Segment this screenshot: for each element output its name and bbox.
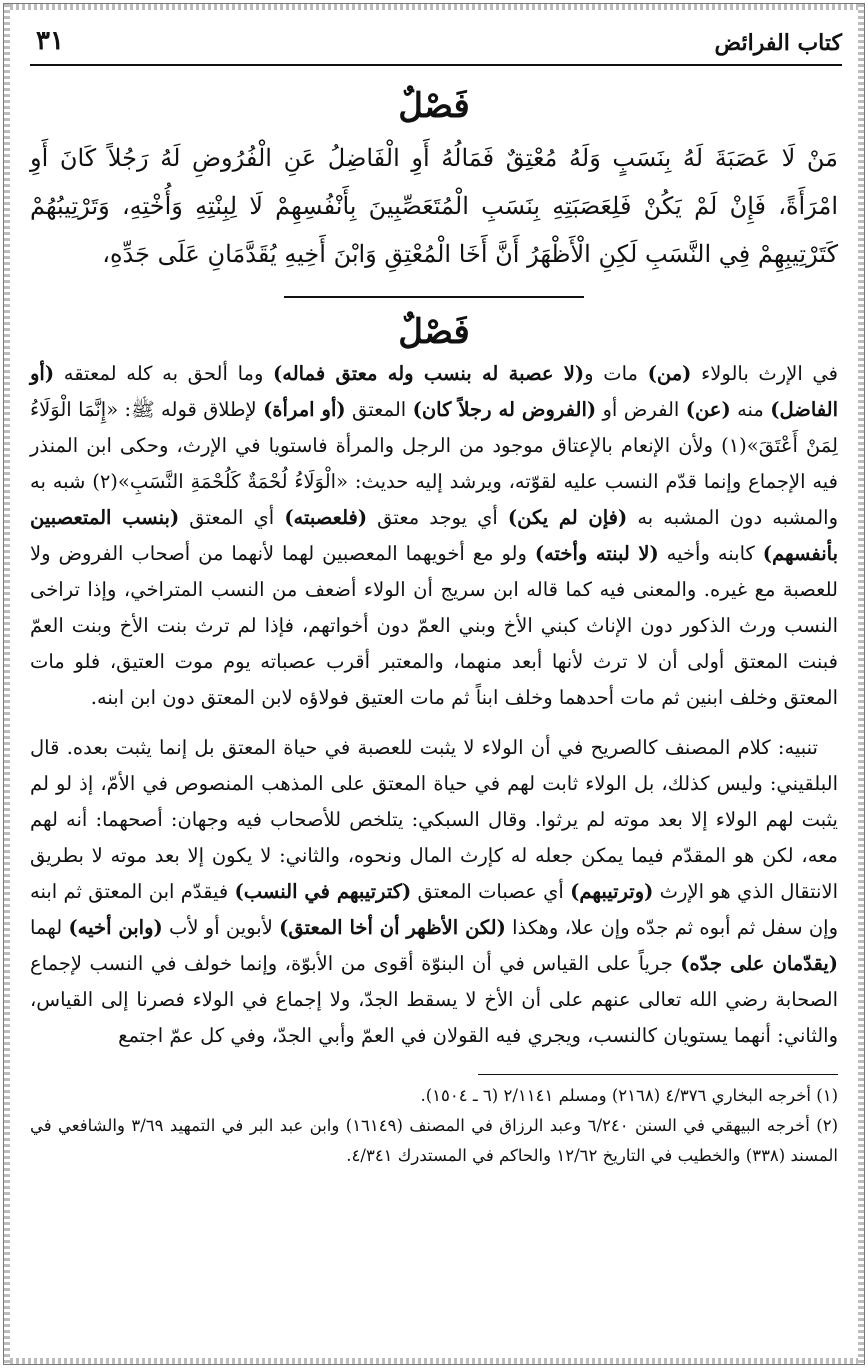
matn-quote: (يقدّمان على جدّه) [680, 952, 838, 975]
commentary-text: منه [730, 398, 771, 421]
matn-quote: (وابن أخيه) [68, 916, 163, 939]
matn-quote: (لا لبنته وأخته) [534, 542, 659, 565]
note-paragraph [30, 730, 838, 1054]
page-number: ٣١ [36, 26, 64, 56]
commentary-text: لأبوين أو لأب [162, 916, 280, 939]
commentary-text: تنبيه: كلام المصنف كالصريح في أن الولاء لا يثبت للعصبة في حياة المعتق بل إنما يثبت بعده. قال البلقيني: وليس كذلك، بل الولاء ثابت لهم في حياة المعتق على المذهب المنصوص في الأمّ، إذ لو لم يثبت لهم الولاء إلا بعد موته لم يرثوا. وقال السبكي: يتلخص للأصحاب فيه وجهان: أصحهما: أنه لهم معه، لكن هو المقدّم فيما يمكن جعله له كإرث المال ونحوه، والثاني: لا يكون إلا بعد موته لا بطريق الانتقال الذي هو الإرث [30, 736, 839, 903]
commentary-text: وما ألحق به كله لمعتقه [54, 362, 274, 385]
book-title: كتاب الفرائض [714, 30, 842, 56]
commentary-text: الفرض أو [596, 398, 686, 421]
commentary-paragraph [30, 356, 838, 716]
matn-quote: (كترتيبهم في النسب) [234, 880, 412, 903]
commentary-text: أي عصبات المعتق [411, 880, 571, 903]
matn-quote: (لا عصبة له بنسب وله معتق فماله) [273, 362, 585, 385]
commentary-text: ولو مع أخويهما المعصبين لهما لأنهما من أصحاب الفروض ولا للعصبة مع غيره. والمعنى فيه كما قاله ابن سريج أن الولاء أضعف من النسب المتراخي، وإذا تراخى النسب ورث الذكور دون الإناث كبني الأخ وبني العمّ دون أخواتهم، فإذا لم ترث بنت الأخ وبنت العمّ فبنت المعتق أولى أن لا ترث لأنها أبعد منهما، والمعتبر أقرب عصباته يوم موت العتيق، فلو مات المعتق وخلف ابنين ثم مات أحدهما وخلف ابناً ثم مات العتيق فولاؤه لابن المعتق دون ابن ابنه. [30, 542, 838, 709]
matn-quote: (فلعصبته) [284, 506, 368, 529]
footnotes [30, 1081, 838, 1171]
commentary-text: في الإرث بالولاء [691, 362, 839, 385]
matn-quote: (أو الفاضل) [30, 362, 838, 421]
section-title: فَصْلٌ [398, 312, 470, 352]
decorative-border-bottom [4, 1358, 864, 1364]
commentary-text: فيقدّم ابن المعتق ثم ابنه وإن سفل ثم أبوه ثم جدّه وإن علا، وهكذا [30, 880, 838, 939]
commentary-text: أي يوجد معتق [367, 506, 508, 529]
running-header [30, 24, 842, 66]
matn-quote: (أو امرأة) [263, 398, 346, 421]
decorative-border-right [858, 4, 864, 1364]
decorative-border-top [4, 4, 864, 10]
footnote-item: (١) أخرجه البخاري ٤/٣٧٦ (٢١٦٨) ومسلم ٢/١١٤١ (٦ ـ ١٥٠٤). [420, 1086, 838, 1105]
matn-quote: (وترتيبهم) [570, 880, 654, 903]
commentary-text: المعتق [345, 398, 413, 421]
commentary-text: لإطلاق قوله ﷺ: «إِنَّمَا الْوَلَاءُ لِمَنْ أَعْتَقَ»(١) ولأن الإنعام بالإعتاق موجود من الرجل والمرأة فاستويا في الإرث، وحكى ابن المنذر فيه الإجماع وإنما قدّم النسب عليه لقوّته، ويرشد إليه حديث: «الْوَلَاءُ لُحْمَةٌ كَلُحْمَةِ النَّسَبِ»(٢) شبه به والمشبه دون المشبه به [30, 398, 839, 529]
footnote-item: (٢) أخرجه البيهقي في السنن ٦/٢٤٠ وعبد الرزاق في المصنف (١٦١٤٩) وابن عبد البر في التمهيد ٣/٦٩ والشافعي في المسند (٣٣٨) والخطيب في التاريخ ١٢/٦٢ والحاكم في المستدرك ٤/٣٤١. [30, 1116, 839, 1165]
section-title: فَصْلٌ [398, 86, 470, 126]
commentary-text: أي المعتق [179, 506, 285, 529]
footnote-separator [478, 1074, 838, 1075]
matn-quote: (بنسب المتعصبين بأنفسهم) [30, 506, 838, 565]
decorative-border-left [4, 4, 10, 1364]
page-content [30, 82, 838, 1171]
matn-quote: (من) [647, 362, 692, 385]
matn-quote: (فإن لم يكن) [507, 506, 628, 529]
section-divider [284, 296, 584, 298]
commentary-text: جرياً على القياس في أن البنوّة أقوى من الأبوّة، وإنما خولف في النسب لإجماع الصحابة رضي الله تعالى عنهم على أن الأخ لا يسقط الجدّ، ولا إجماع في الولاء فصرنا إلى القياس، والثاني: أنهما يستويان كالنسب، ويجري فيه القولان في العمّ وأبي الجدّ، وفي كل عمّ اجتمع [30, 952, 838, 1047]
matn-text: مَنْ لَا عَصَبَةَ لَهُ بِنَسَبٍ وَلَهُ مُعْتِقٌ فَمَالُهُ أَوِ الْفَاضِلُ عَنِ الْفُرُوضِ لَهُ رَجُلاً كَانَ أَوِ امْرَأَةً، فَإِنْ لَمْ يَكُنْ فَلِعَصَبَتِهِ بِنَسَبِ الْمُتَعَصِّبِينَ بِأَنْفُسِهِمْ لَا لِبِنْتِهِ وَأُخْتِهِ، وَتَرْتِيبُهُمْ كَتَرْتِيبِهِمْ فِي النَّسَبِ لَكِنِ الْأَظْهَرُ أَنَّ أَخَا الْمُعْتِقِ وَابْنَ أَخِيهِ يُقَدَّمَانِ عَلَى جَدِّهِ، [30, 144, 838, 268]
commentary-text: لهما [30, 916, 69, 939]
matn-quote: (الفروض له رجلاً كان) [412, 398, 597, 421]
commentary-text: مات و [584, 362, 648, 385]
commentary-text: كابنه وأخيه [658, 542, 763, 565]
matn-quote: (لكن الأظهر أن أخا المعتق) [279, 916, 506, 939]
matn-quote: (عن) [685, 398, 731, 421]
